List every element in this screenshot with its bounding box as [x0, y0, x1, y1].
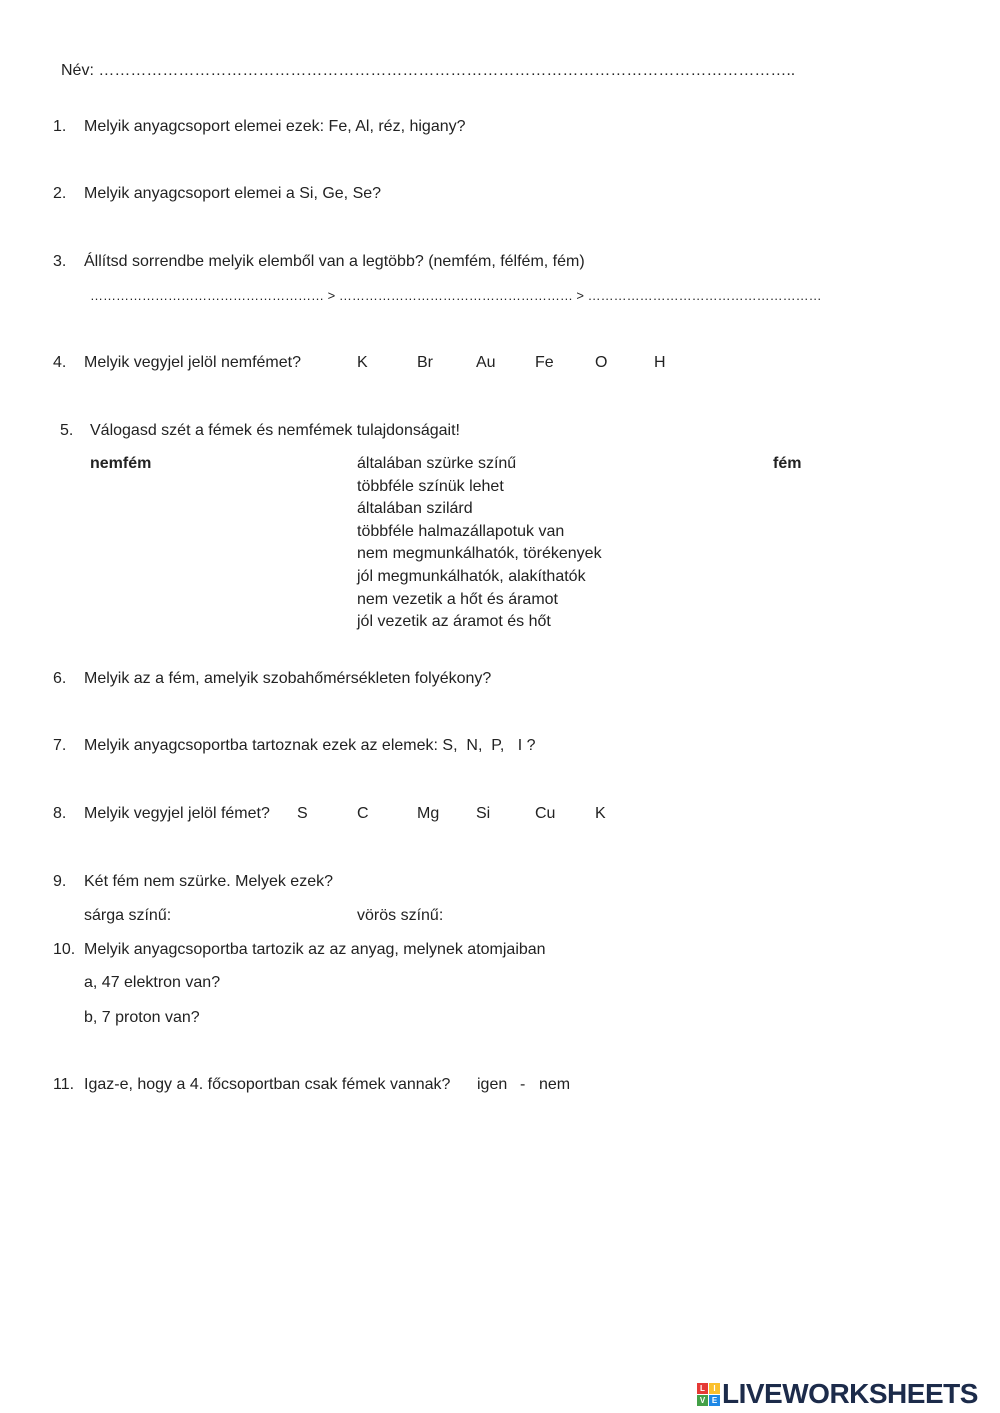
- logo-tile: V: [697, 1395, 708, 1406]
- q7-number: 7.: [53, 737, 67, 754]
- q4-option[interactable]: Fe: [535, 354, 554, 371]
- q5-property-item[interactable]: többféle színük lehet: [357, 478, 504, 495]
- q6-text: Melyik az a fém, amelyik szobahőmérsékleten folyékony?: [84, 670, 492, 687]
- q5-metal-label: fém: [773, 455, 802, 472]
- q9-number: 9.: [53, 873, 67, 890]
- q8-option[interactable]: Si: [476, 805, 491, 822]
- q9-red-label: vörös színű:: [357, 907, 444, 924]
- q5-property-item[interactable]: jól vezetik az áramot és hőt: [357, 613, 551, 630]
- q10-text: Melyik anyagcsoportba tartozik az az anyag, melynek atomjaiban: [84, 941, 546, 958]
- q8-option[interactable]: K: [595, 805, 606, 822]
- q8-number: 8.: [53, 805, 67, 822]
- q1-text: Melyik anyagcsoport elemei ezek: Fe, Al, réz, higany?: [84, 118, 466, 135]
- q5-property-item[interactable]: nem vezetik a hőt és áramot: [357, 591, 558, 608]
- q4-option[interactable]: H: [654, 354, 666, 371]
- logo-tile: L: [697, 1383, 708, 1394]
- q5-property-item[interactable]: nem megmunkálhatók, törékenyek: [357, 545, 602, 562]
- q6-number: 6.: [53, 670, 67, 687]
- q10-number: 10.: [53, 941, 76, 958]
- q5-nonmetal-label: nemfém: [90, 455, 152, 472]
- q11-number: 11.: [53, 1076, 75, 1093]
- q10-part-a: a, 47 elektron van?: [84, 974, 221, 991]
- q4-option[interactable]: K: [357, 354, 368, 371]
- q9-text: Két fém nem szürke. Melyek ezek?: [84, 873, 333, 890]
- q10-part-b: b, 7 proton van?: [84, 1009, 200, 1026]
- logo-tile: I: [709, 1383, 720, 1394]
- q4-option[interactable]: Br: [417, 354, 433, 371]
- name-line[interactable]: Név: …………………………………………………………………………………………………………………..: [61, 62, 796, 79]
- q5-property-item[interactable]: általában szürke színű: [357, 455, 517, 472]
- logo-wordmark: LIVEWORKSHEETS: [722, 1378, 978, 1409]
- liveworksheets-logo: [697, 1379, 978, 1409]
- q3-number: 3.: [53, 253, 67, 270]
- q4-text: Melyik vegyjel jelöl nemfémet?: [84, 354, 301, 371]
- q11-text: Igaz-e, hogy a 4. főcsoportban csak fémek vannak?: [84, 1076, 451, 1093]
- logo-tile: E: [709, 1395, 720, 1406]
- q4-option[interactable]: Au: [476, 354, 496, 371]
- q11-separator: -: [520, 1076, 526, 1093]
- q3-answer-blanks[interactable]: ……………………………………………… > ……………………………………………… > ………………………………………………: [90, 288, 822, 303]
- q4-number: 4.: [53, 354, 67, 371]
- q8-option[interactable]: Mg: [417, 805, 440, 822]
- q5-property-item[interactable]: jól megmunkálhatók, alakíthatók: [357, 568, 586, 585]
- q11-option-no[interactable]: nem: [539, 1076, 571, 1093]
- q11-option-yes[interactable]: igen: [477, 1076, 508, 1093]
- q8-option[interactable]: C: [357, 805, 369, 822]
- q7-text: Melyik anyagcsoportba tartoznak ezek az elemek: S, N, P, I ?: [84, 737, 536, 754]
- q8-option[interactable]: Cu: [535, 805, 556, 822]
- q3-text: Állítsd sorrendbe melyik elemből van a legtöbb? (nemfém, félfém, fém): [84, 253, 585, 270]
- q8-text: Melyik vegyjel jelöl fémet?: [84, 805, 270, 822]
- q5-text: Válogasd szét a fémek és nemfémek tulajdonságait!: [90, 422, 460, 439]
- q2-number: 2.: [53, 185, 67, 202]
- logo-icon: [697, 1383, 720, 1406]
- q8-option[interactable]: S: [297, 805, 308, 822]
- q9-yellow-label: sárga színű:: [84, 907, 172, 924]
- q4-option[interactable]: O: [595, 354, 608, 371]
- q5-property-item[interactable]: többféle halmazállapotuk van: [357, 523, 565, 540]
- q5-property-item[interactable]: általában szilárd: [357, 500, 473, 517]
- q1-number: 1.: [53, 118, 67, 135]
- q5-number: 5.: [60, 422, 74, 439]
- q2-text: Melyik anyagcsoport elemei a Si, Ge, Se?: [84, 185, 382, 202]
